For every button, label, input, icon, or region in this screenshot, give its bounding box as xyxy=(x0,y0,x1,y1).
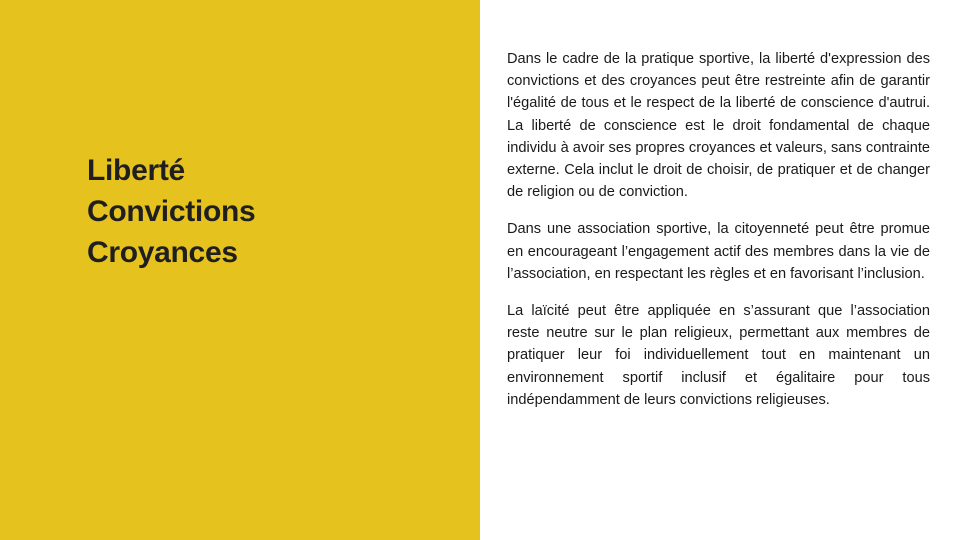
paragraph-liberte-conscience: Dans le cadre de la pratique sportive, la liberté d'expression des convictions et des croyances peut être restreinte afin de garantir l'égalité de tous et le respect de la liberté de conscience d'autrui. La liberté de conscience est le droit fondamental de chaque individu à avoir ses propres croyances et valeurs, sans contrainte externe. Cela inclut le droit de choisir, de pratiquer et de changer de religion ou de conviction. xyxy=(507,51,930,201)
title-line-liberte: Liberté xyxy=(87,154,185,187)
body-text xyxy=(507,48,930,426)
content-panel xyxy=(480,0,960,540)
paragraph-citoyennete: Dans une association sportive, la citoyenneté peut être promue en encourageant l’engagement actif des membres dans la vie de l’association, en respectant les règles et en favorisant l’inclusion. xyxy=(507,221,930,282)
title-line-croyances: Croyances xyxy=(87,236,238,269)
slide-title xyxy=(87,150,255,273)
title-line-convictions: Convictions xyxy=(87,195,256,228)
paragraph-laicite: La laïcité peut être appliquée en s’assurant que l’association reste neutre sur le plan religieux, permettant aux membres de pratiquer leur foi individuellement tout en maintenant un environnement sportif inclusif et égalitaire pour tous indépendamment de leurs convictions religieuses. xyxy=(507,303,930,408)
